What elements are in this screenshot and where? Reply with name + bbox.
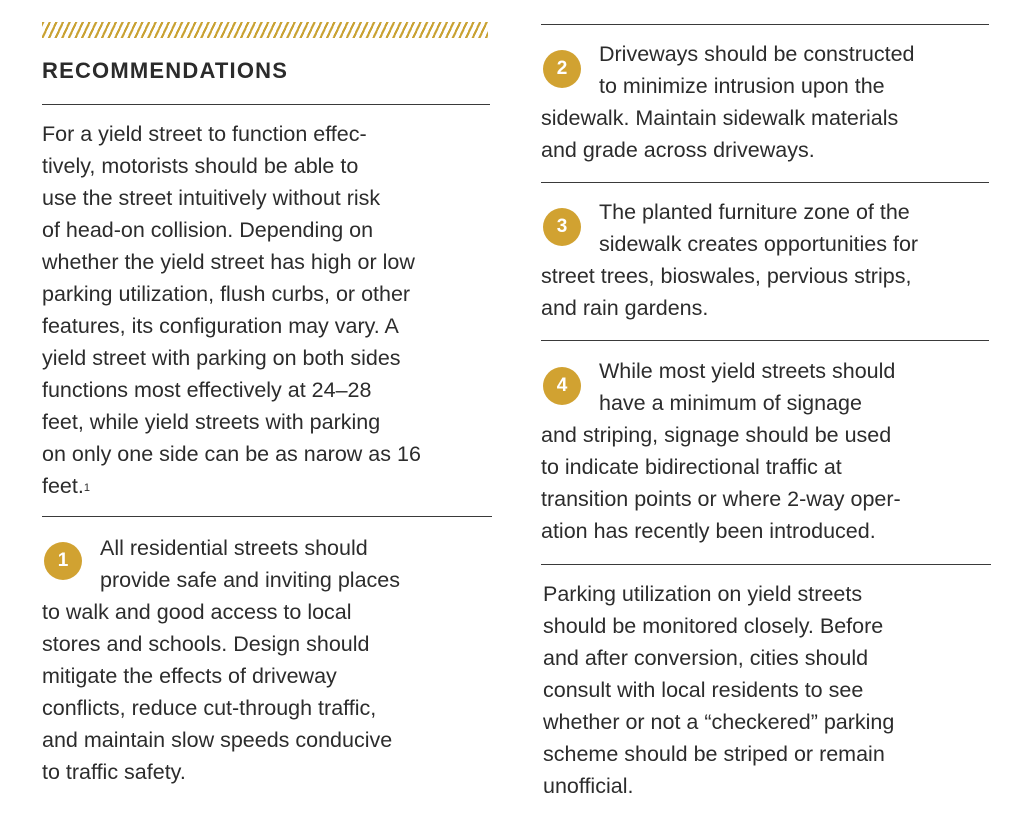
item-line: mitigate the effects of driveway xyxy=(42,664,337,688)
item-line: All residential streets should xyxy=(100,536,368,560)
item-line: The planted furniture zone of the xyxy=(599,200,910,224)
intro-line: use the street intuitively without risk xyxy=(42,186,381,210)
divider-rule xyxy=(541,182,989,183)
closing-line: whether or not a “checkered” parking xyxy=(543,710,895,734)
item-line: and grade across driveways. xyxy=(541,138,815,162)
recommendation-item-2 xyxy=(541,38,991,166)
intro-line: parking utilization, flush curbs, or other xyxy=(42,282,411,306)
item-line: conflicts, reduce cut-through traffic, xyxy=(42,696,377,720)
divider-rule xyxy=(541,564,991,565)
item-line: ation has recently been introduced. xyxy=(541,519,876,543)
item-line: and rain gardens. xyxy=(541,296,709,320)
number-badge-2: 2 xyxy=(543,50,581,88)
intro-line: functions most effectively at 24–28 xyxy=(42,378,372,402)
recommendation-item-4 xyxy=(541,355,993,547)
item-line: sidewalk creates opportunities for xyxy=(599,232,919,256)
decorative-hatch-bar xyxy=(42,22,488,38)
item-line: sidewalk. Maintain sidewalk materials xyxy=(541,106,899,130)
closing-line: should be monitored closely. Before xyxy=(543,614,884,638)
divider-rule xyxy=(42,104,490,105)
closing-line: unofficial. xyxy=(543,774,634,798)
item-line: to minimize intrusion upon the xyxy=(599,74,885,98)
closing-paragraph xyxy=(543,578,993,802)
section-heading: RECOMMENDATIONS xyxy=(42,58,289,83)
divider-rule xyxy=(541,340,989,341)
intro-line: yield street with parking on both sides xyxy=(42,346,401,370)
closing-line: Parking utilization on yield streets xyxy=(543,582,863,606)
intro-line: on only one side can be as narow as 16 xyxy=(42,442,421,466)
intro-line: features, its configuration may vary. A xyxy=(42,314,399,338)
number-badge-3: 3 xyxy=(543,208,581,246)
item-line: to indicate bidirectional traffic at xyxy=(541,455,842,479)
item-line: to traffic safety. xyxy=(42,760,186,784)
item-line: and maintain slow speeds conducive xyxy=(42,728,393,752)
intro-line: feet, while yield streets with parking xyxy=(42,410,381,434)
intro-line: For a yield street to function effec- xyxy=(42,122,367,146)
intro-paragraph xyxy=(42,118,492,502)
number-badge-1: 1 xyxy=(44,542,82,580)
intro-line: tively, motorists should be able to xyxy=(42,154,359,178)
item-line: street trees, bioswales, pervious strips, xyxy=(541,264,912,288)
intro-line: whether the yield street has high or low xyxy=(42,250,415,274)
divider-rule xyxy=(541,24,989,25)
intro-line: of head-on collision. Depending on xyxy=(42,218,374,242)
number-badge-4: 4 xyxy=(543,367,581,405)
item-line: and striping, signage should be used xyxy=(541,423,892,447)
item-line: stores and schools. Design should xyxy=(42,632,370,656)
footnote-marker: 1 xyxy=(83,482,90,494)
recommendation-item-1 xyxy=(42,532,494,788)
divider-rule xyxy=(42,516,492,517)
item-line: have a minimum of signage xyxy=(599,391,862,415)
item-line: While most yield streets should xyxy=(599,359,896,383)
closing-line: consult with local residents to see xyxy=(543,678,864,702)
intro-line-last xyxy=(42,470,492,502)
recommendation-item-3 xyxy=(541,196,993,324)
item-line: to walk and good access to local xyxy=(42,600,352,624)
closing-line: and after conversion, cities should xyxy=(543,646,869,670)
closing-line: scheme should be striped or remain xyxy=(543,742,885,766)
item-line: Driveways should be constructed xyxy=(599,42,915,66)
intro-line: feet. xyxy=(42,474,84,498)
item-line: provide safe and inviting places xyxy=(100,568,400,592)
item-line: transition points or where 2-way oper- xyxy=(541,487,901,511)
